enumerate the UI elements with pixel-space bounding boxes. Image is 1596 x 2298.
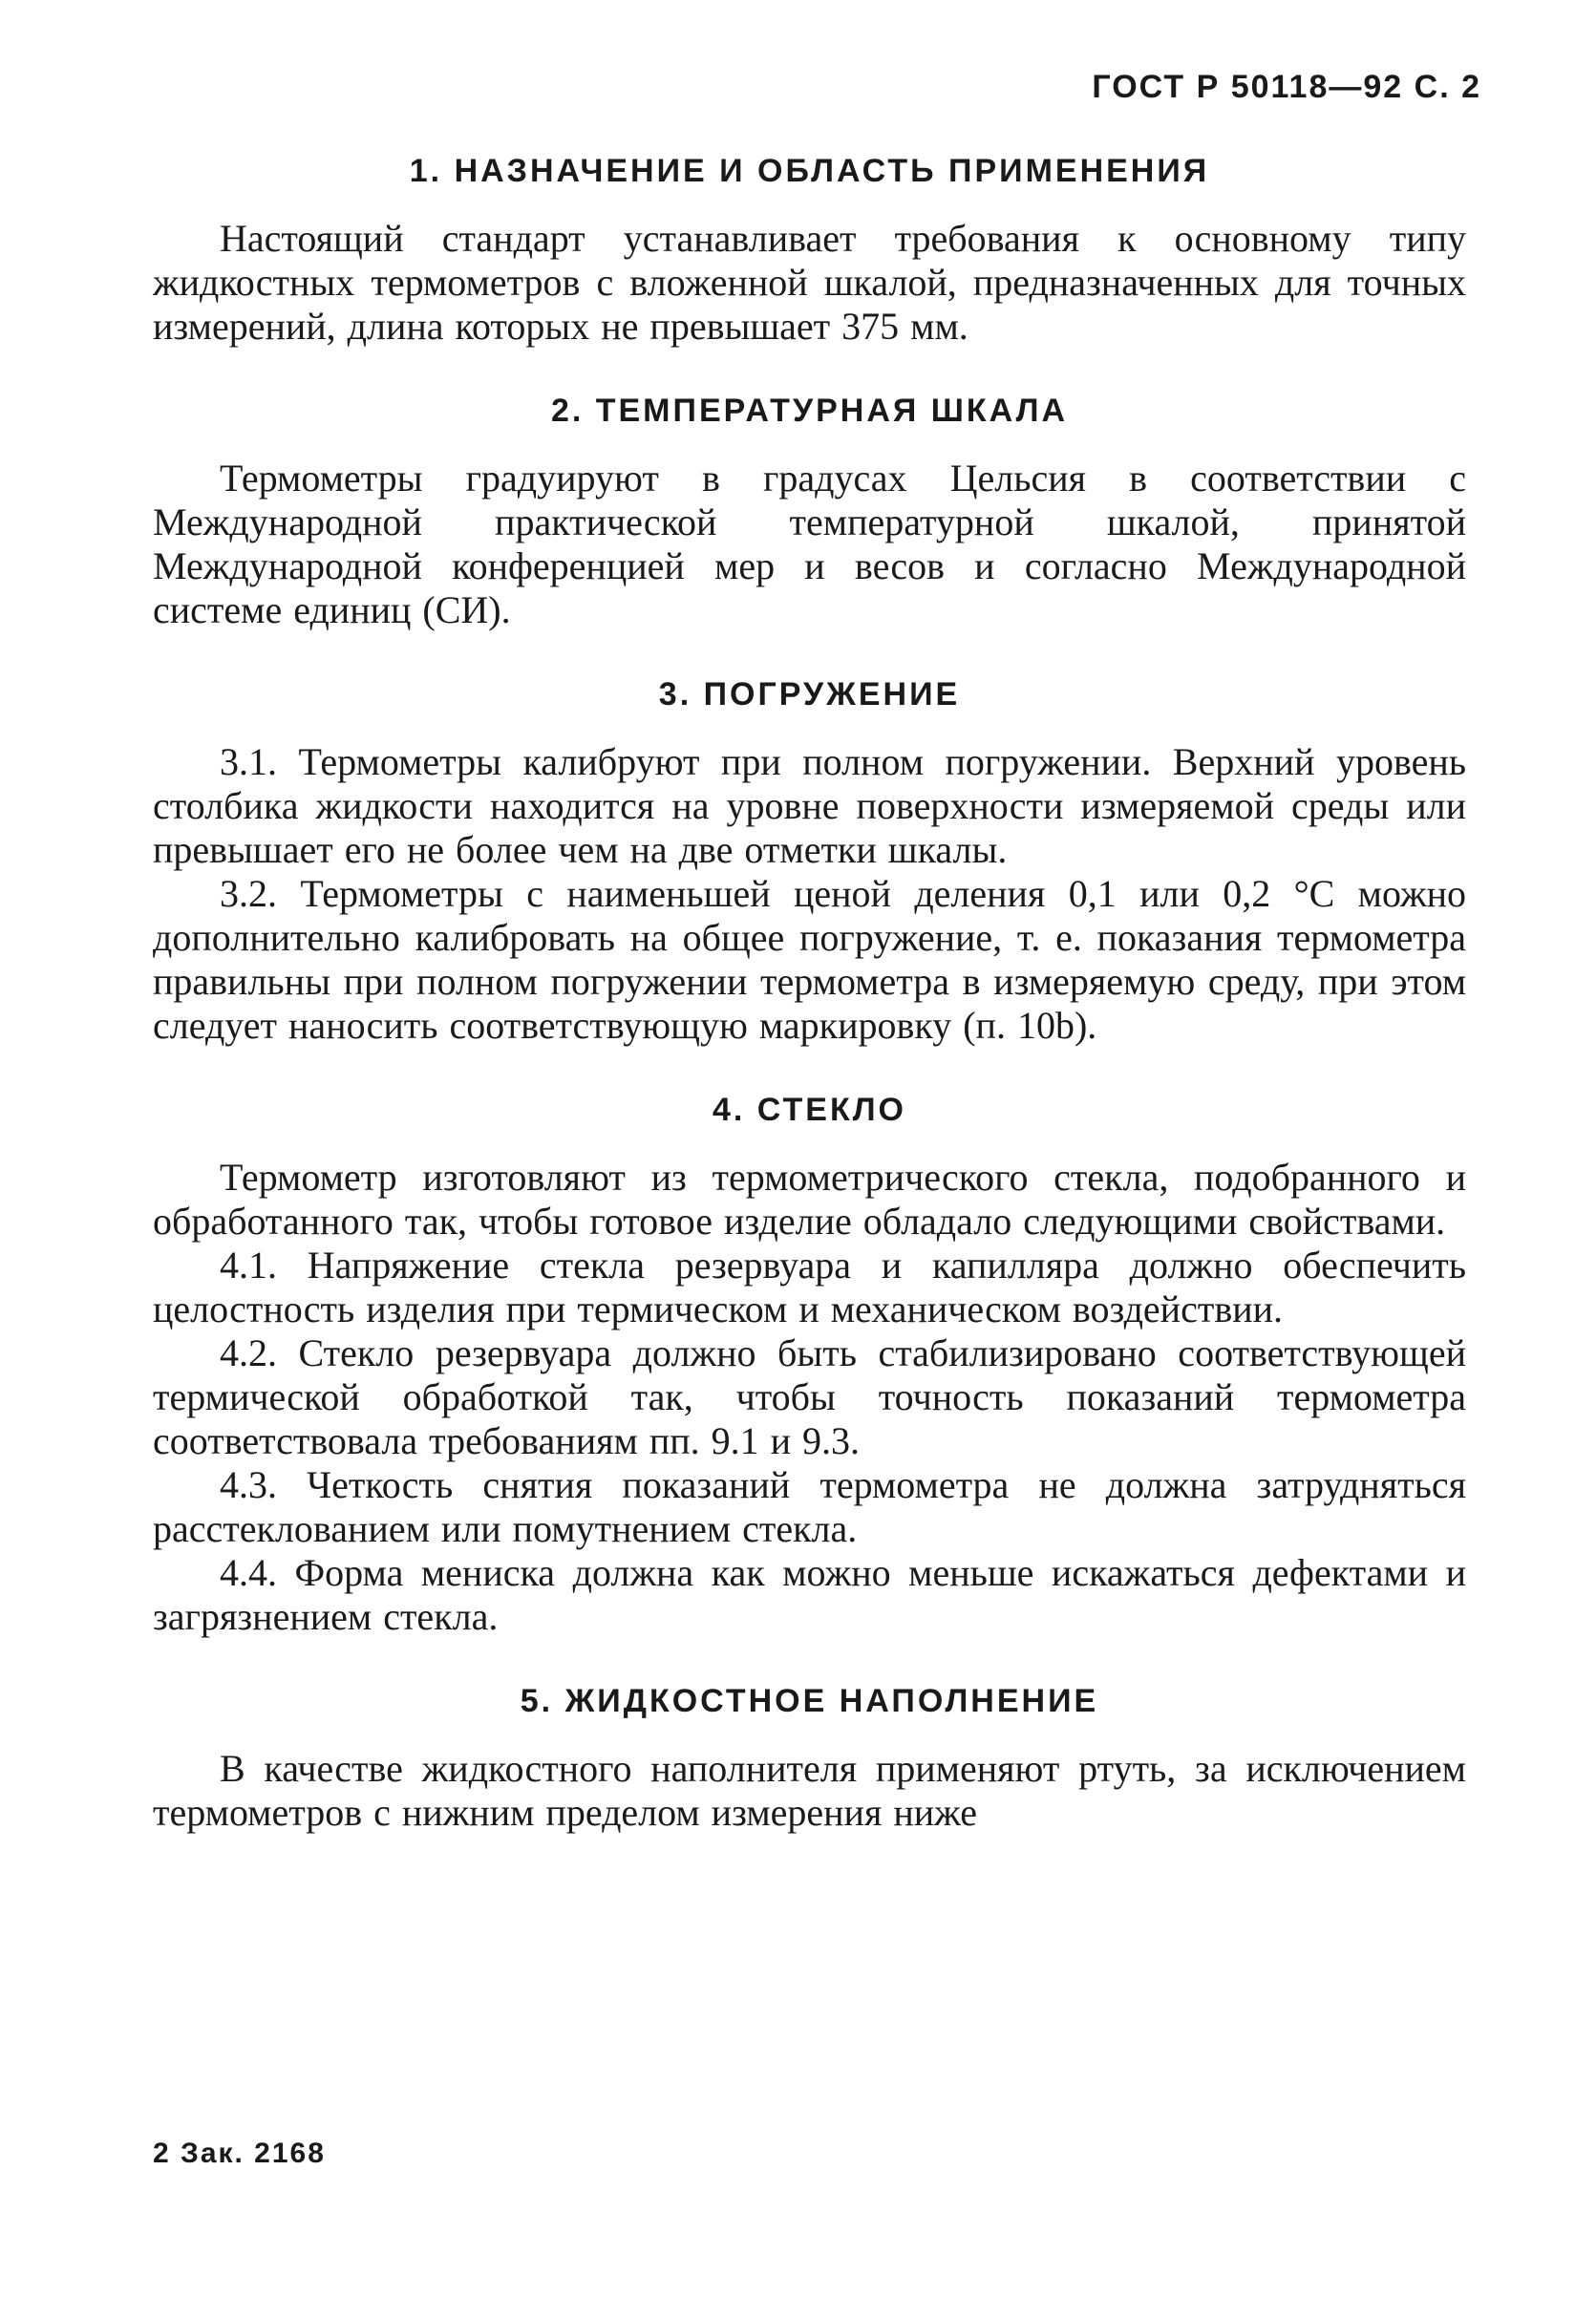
footer-order-note: 2 Зак. 2168	[153, 2138, 326, 2169]
section-heading: 4. СТЕКЛО	[712, 1092, 906, 1128]
section-temperature-scale	[153, 393, 1466, 632]
section-heading: 5. ЖИДКОСТНОЕ НАПОЛНЕНИЕ	[520, 1683, 1099, 1719]
paragraph: 3.1. Термометры калибруют при полном погружении. Верхний уровень столбика жидкости находится на уровне поверхности измеряемой среды или превышает его не более чем на две отметки шкалы.	[153, 740, 1466, 871]
section-heading: 2. ТЕМПЕРАТУРНАЯ ШКАЛА	[550, 393, 1069, 429]
section-purpose	[153, 153, 1466, 349]
section-heading: 1. НАЗНАЧЕНИЕ И ОБЛАСТЬ ПРИМЕНЕНИЯ	[409, 153, 1210, 189]
running-header: ГОСТ Р 50118—92 С. 2	[1092, 69, 1481, 105]
paragraph: 4.4. Форма мениска должна как можно меньше искажаться дефектами и загрязнением стекла.	[153, 1551, 1466, 1638]
document-body	[153, 153, 1466, 1879]
paragraph: Настоящий стандарт устанавливает требования к основному типу жидкостных термометров с вложенной шкалой, предназначенных для точных измерений, длина которых не превышает 375 мм.	[153, 217, 1466, 348]
section-heading: 3. ПОГРУЖЕНИЕ	[658, 676, 961, 713]
paragraph: Термометры градуируют в градусах Цельсия в соответствии с Международной практической температурной шкалой, принятой Международной конференцией мер и весов и согласно Международной системе единиц (СИ).	[153, 457, 1466, 631]
paragraph: 4.2. Стекло резервуара должно быть стабилизировано соответствующей термической обработкой так, чтобы точность показаний термометра соответствовала требованиям пп. 9.1 и 9.3.	[153, 1331, 1466, 1462]
paragraph: 3.2. Термометры с наименьшей ценой деления 0,1 или 0,2 °С можно дополнительно калибровать на общее погружение, т. е. показания термометра правильны при полном погружении термометра в измеряемую среду, при этом следует наносить соответствующую маркировку (п. 10b).	[153, 872, 1466, 1047]
section-glass	[153, 1092, 1466, 1639]
section-immersion	[153, 676, 1466, 1048]
paragraph: 4.3. Четкость снятия показаний термометра не должна затрудняться расстеклованием или помутнением стекла.	[153, 1463, 1466, 1550]
section-liquid-filling	[153, 1683, 1466, 1835]
paragraph: Термометр изготовляют из термометрического стекла, подобранного и обработанного так, чтобы готовое изделие обладало следующими свойствами.	[153, 1156, 1466, 1243]
paragraph: 4.1. Напряжение стекла резервуара и капилляра должно обеспечить целостность изделия при термическом и механическом воздействии.	[153, 1244, 1466, 1330]
paragraph: В качестве жидкостного наполнителя применяют ртуть, за исключением термометров с нижним пределом измерения ниже	[153, 1747, 1466, 1834]
